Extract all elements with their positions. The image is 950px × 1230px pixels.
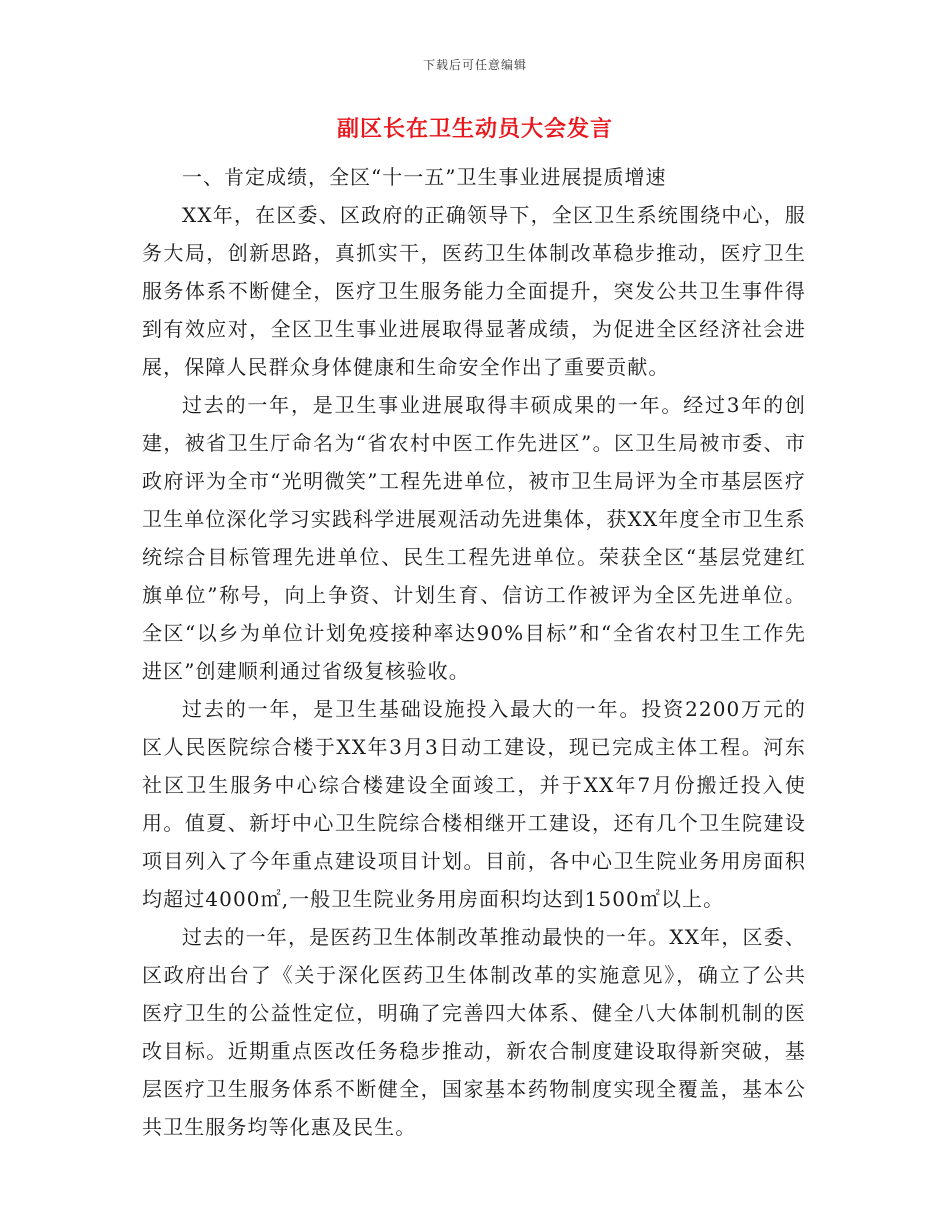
page-header-note: 下载后可任意编辑 xyxy=(422,58,527,72)
document-title: 副区长在卫生动员大会发言 xyxy=(336,116,613,142)
section-heading: 一、肯定成绩，全区“十一五”卫生事业进展提质增速 xyxy=(182,165,667,189)
paragraph-2: 过去的一年，是卫生事业进展取得丰硕成果的一年。经过3年的创建，被省卫生厅命名为“省农村中医工作先进区”。区卫生局被市委、市政府评为全市“光明微笑”工程先进单位，被市卫生局评为全市基层医疗卫生单位深化学习实践科学进展观活动先进集体，获XX年度全市卫生系统综合目标管理先进单位、民生工程先进单位。荣获全区“基层党建红旗单位”称号，向上争资、计划生育、信访工作被评为全区先进单位。全区“以乡为单位计划免疫接种率达90%目标”和“全省农村卫生工作先进区”创建顺利通过省级复核验收。 xyxy=(142,393,806,683)
paragraph-4: 过去的一年，是医药卫生体制改革推动最快的一年。XX年，区委、区政府出台了《关于深化医药卫生体制改革的实施意见》，确立了公共医疗卫生的公益性定位，明确了完善四大体系、健全八大体制机制的医改目标。近期重点医改任务稳步推动，新农合制度建设取得新突破，基层医疗卫生服务体系不断健全，国家基本药物制度实现全覆盖，基本公共卫生服务均等化惠及民生。 xyxy=(142,925,806,1139)
document-body xyxy=(142,158,806,1146)
paragraph-3: 过去的一年，是卫生基础设施投入最大的一年。投资2200万元的区人民医院综合楼于XX年3月3日动工建设，现已完成主体工程。河东社区卫生服务中心综合楼建设全面竣工，并于XX年7月份搬迁投入使用。值夏、新圩中心卫生院综合楼相继开工建设，还有几个卫生院建设项目列入了今年重点建设项目计划。目前，各中心卫生院业务用房面积均超过4000㎡,一般卫生院业务用房面积均达到1500㎡以上。 xyxy=(142,697,806,911)
paragraph-1: XX年，在区委、区政府的正确领导下，全区卫生系统围绕中心，服务大局，创新思路，真抓实干，医药卫生体制改革稳步推动，医疗卫生服务体系不断健全，医疗卫生服务能力全面提升，突发公共卫生事件得到有效应对，全区卫生事业进展取得显著成绩，为促进全区经济社会进展，保障人民群众身体健康和生命安全作出了重要贡献。 xyxy=(142,203,806,379)
